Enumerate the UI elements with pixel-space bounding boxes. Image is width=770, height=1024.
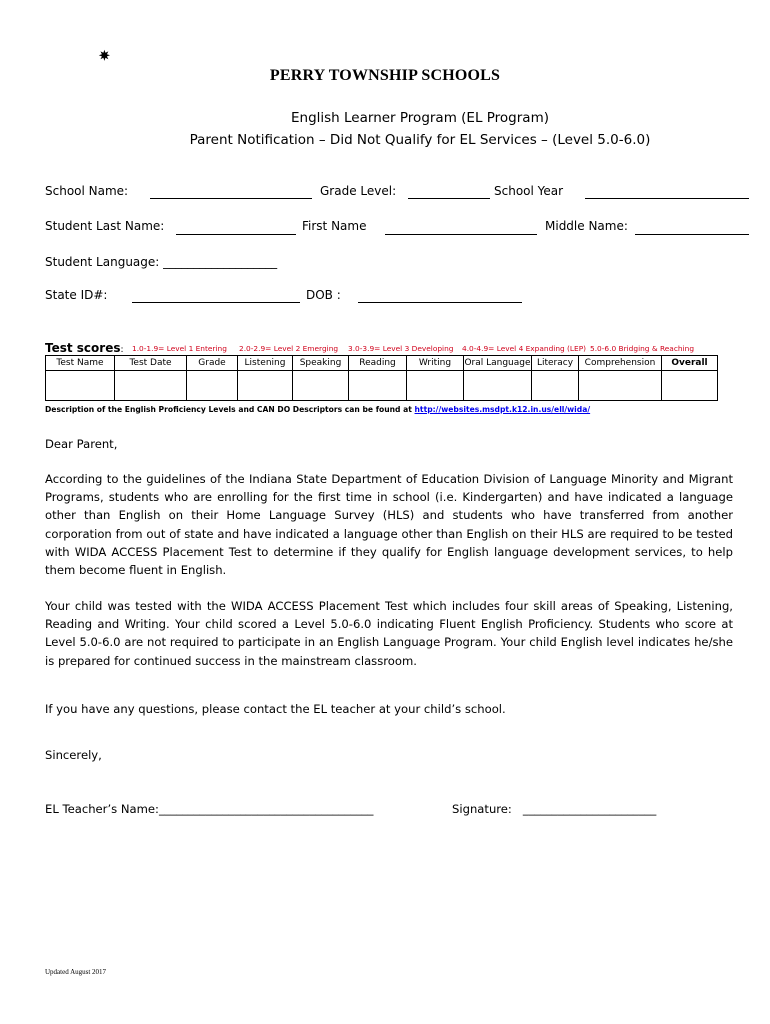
teacher-name-label: EL Teacher’s Name: — [45, 802, 159, 816]
cell-overall[interactable] — [662, 371, 718, 401]
wida-link[interactable]: http://websites.msdpt.k12.in.us/ell/wida/ — [414, 405, 591, 414]
table-header-row — [46, 356, 718, 371]
cell-speaking[interactable] — [293, 371, 349, 401]
school-name-heading: PERRY TOWNSHIP SCHOOLS — [269, 67, 501, 84]
cell-grade[interactable] — [187, 371, 238, 401]
teacher-name-row — [45, 802, 373, 816]
student-language-label: Student Language: ___________________ — [45, 255, 278, 269]
col-grade: Grade — [187, 356, 238, 371]
col-test-name: Test Name — [46, 356, 115, 371]
signature-label: Signature: — [452, 802, 512, 816]
col-comprehension: Comprehension — [579, 356, 662, 371]
test-scores-heading: Test scores: — [45, 341, 124, 355]
school-name-label: School Name: — [45, 184, 129, 198]
notification-title: Parent Notification – Did Not Qualify for EL Services – (Level 5.0-6.0) — [189, 132, 651, 148]
cell-reading[interactable] — [349, 371, 407, 401]
col-speaking: Speaking — [293, 356, 349, 371]
legend-level-3: 3.0-3.9= Level 3 Developing — [348, 344, 454, 353]
grade-level-field[interactable] — [408, 198, 490, 199]
test-scores-table — [45, 355, 718, 401]
middle-name-label: Middle Name: — [545, 219, 628, 233]
student-language-field[interactable]: ___________________ — [163, 255, 278, 269]
col-overall: Overall — [662, 356, 718, 371]
col-oral-language: Oral Language — [464, 356, 532, 371]
col-test-date: Test Date — [115, 356, 187, 371]
student-last-name-label: Student Last Name: — [45, 219, 165, 233]
proficiency-description: Description of the English Proficiency Levels and CAN DO Descriptors can be found at http://websites.msdpt.k12.in.us/ell/wida/ — [45, 405, 591, 414]
cell-literacy[interactable] — [532, 371, 579, 401]
legend-level-2: 2.0-2.9= Level 2 Emerging — [239, 344, 339, 353]
cell-listening[interactable] — [238, 371, 293, 401]
school-logo: 🟎 — [98, 46, 111, 65]
signature-row — [452, 802, 656, 816]
dob-field[interactable] — [358, 302, 522, 303]
legend-level-4: 4.0-4.9= Level 4 Expanding (LEP) — [462, 344, 587, 353]
program-title: English Learner Program (EL Program) — [290, 110, 549, 126]
col-listening: Listening — [238, 356, 293, 371]
grade-level-label: Grade Level: — [320, 184, 397, 198]
letter-paragraph-1: According to the guidelines of the Indiana State Department of Education Division of Language Minority and Migrant Programs, students who are enrolling for the first time in school (i.e. Kindergarten) and have indicated a language other than English on their Home Language Survey (HLS) and students who have transferred from another corporation from out of state and have indicated a language other than English on their HLS are required to be tested with WIDA ACCESS Placement Test to determine if they qualify for English language development services, to help them become fluent in English. — [45, 472, 733, 578]
first-name-label: First Name — [302, 219, 367, 233]
cell-writing[interactable] — [407, 371, 464, 401]
legend-level-1: 1.0-1.9= Level 1 Entering — [132, 344, 227, 353]
letter-paragraph-2: Your child was tested with the WIDA ACCESS Placement Test which includes four skill areas of Speaking, Listening, Reading and Writing. Your child scored a Level 5.0-6.0 indicating Fluent English Proficiency. Students who score at Level 5.0-6.0 are not required to participate in an English Language Program. Your child English level indicates he/she is prepared for continued success in the mainstream classroom. — [45, 599, 733, 668]
letter-greeting: Dear Parent, — [45, 437, 118, 451]
student-last-name-field[interactable] — [176, 234, 296, 235]
teacher-name-field[interactable]: _____________________________________ — [158, 802, 374, 816]
school-name-field[interactable] — [150, 198, 312, 199]
dob-label: DOB : — [306, 288, 341, 302]
cell-comprehension[interactable] — [579, 371, 662, 401]
state-id-field[interactable] — [132, 302, 300, 303]
letter-paragraph-3: If you have any questions, please contact the EL teacher at your child’s school. — [45, 702, 506, 716]
first-name-field[interactable] — [385, 234, 537, 235]
school-year-label: School Year — [494, 184, 564, 198]
letter-closing: Sincerely, — [45, 748, 102, 762]
col-reading: Reading — [349, 356, 407, 371]
signature-field[interactable]: _______________________ — [522, 802, 657, 816]
table-row — [46, 371, 718, 401]
state-id-label: State ID#: — [45, 288, 108, 302]
school-year-field[interactable] — [585, 198, 749, 199]
cell-oral-language[interactable] — [464, 371, 532, 401]
updated-note: Updated August 2017 — [45, 968, 107, 976]
legend-level-5: 5.0-6.0 Bridging & Reaching — [590, 344, 695, 353]
col-literacy: Literacy — [532, 356, 579, 371]
cell-test-name[interactable] — [46, 371, 115, 401]
cell-test-date[interactable] — [115, 371, 187, 401]
middle-name-field[interactable] — [635, 234, 749, 235]
col-writing: Writing — [407, 356, 464, 371]
